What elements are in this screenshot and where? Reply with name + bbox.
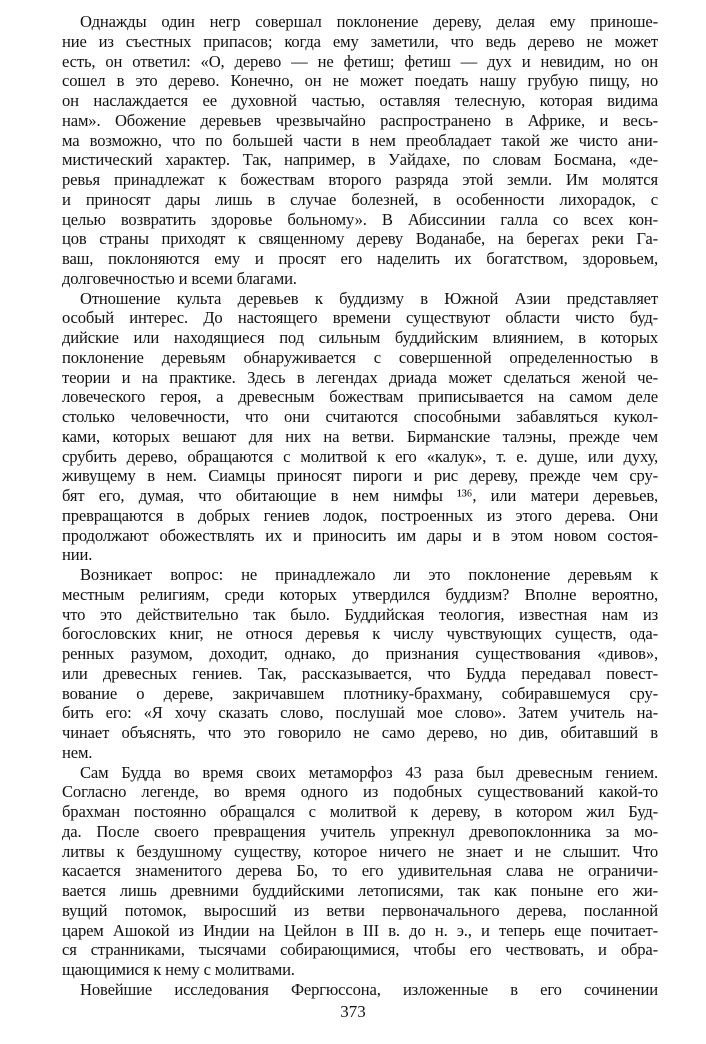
page-number: 373 [340, 1002, 366, 1021]
text-line: бить его: «Я хочу сказать слово, послушай мое слово». Затем учитель на- [62, 703, 658, 723]
text-line: столько человечности, что они считаются способными забавляться кукол- [62, 407, 658, 426]
text-line: ние из съестных припасов; когда ему заметили, что ведь дерево не может [62, 31, 658, 51]
text-line: литвы к бездушному существу, которое ничего не знает и не слышит. Что [62, 841, 658, 861]
text-line: целью возвратить здоровье больному». В Абиссинии галла со всех кон- [62, 209, 658, 229]
page-body [62, 12, 658, 1000]
text-line: сошел в это дерево. Конечно, он не может поедать нашу грубую пищу, но [62, 71, 658, 91]
text-line: Сам Будда во время своих метаморфоз 43 раза был древесным гением. [80, 762, 658, 782]
text-line: щающимися к нему с молитвами. [62, 960, 295, 979]
text-line: ловеческого героя, а древесным божествам приписывается на самом деле [62, 387, 658, 407]
text-line: вование о дереве, закричавшем плотнику-брахману, собиравшемуся сру- [62, 683, 658, 703]
text-line: живущему в нем. Сиамцы приносят пироги и рис дереву, прежде чем сру- [62, 466, 658, 486]
text-line: богословских книг, не относя деревья к числу чувствующих существ, ода- [62, 624, 658, 644]
text-line: дийские или находящиеся под сильным буддийским влиянием, в которых [62, 328, 658, 347]
text-line: теории и на практике. Здесь в легендах дриада может сделаться женой че- [62, 367, 658, 387]
text-line: вается лишь древними буддийскими летописями, так как поныне его жи- [62, 881, 658, 900]
text-line: ваш, поклоняются ему и просят его наделить их богатством, здоровьем, [62, 249, 658, 268]
text-line: превращаются в добрых гениев лодок, построенных из этого дерева. Они [62, 505, 658, 525]
text-line: Согласно легенде, во время одного из подобных существований какой-то [62, 782, 658, 802]
text-line: что это действительно так было. Буддийская теология, известная нам из [62, 604, 658, 624]
text-line: нем. [62, 742, 93, 762]
text-line: бят его, думая, что обитающие в нем нимфы ¹³⁶, или матери деревьев, [62, 486, 658, 505]
text-line: или древесных гениев. Так, рассказывается, что Будда передавал повест- [62, 663, 658, 683]
text-line: царем Ашокой из Индии на Цейлон в III в. до н. э., и теперь еще почитает- [62, 920, 658, 940]
text-line: продолжают обожествлять их и приносить им дары и в этом новом состоя- [62, 525, 658, 545]
text-line: долговечностью и всеми благами. [62, 268, 297, 288]
text-line: чинает объяснять, что это говорило не само дерево, но див, обитавший в [62, 723, 658, 742]
text-line: да. После своего превращения учитель упрекнул древопоклонника за мо- [62, 821, 658, 841]
paragraph [62, 565, 658, 763]
text-line: Новейшие исследования Фергюссона, изложенные в его сочинении [80, 979, 658, 999]
text-line: мистический характер. Так, например, в Уайдахе, по словам Босмана, «де- [62, 150, 658, 170]
text-line: ренных разумом, доходит, однако, до признания существования «дивов», [62, 644, 658, 663]
text-line: он наслаждается ее духовной частью, оставляя телесную, которая видима [62, 91, 658, 110]
text-line: Однажды один негр совершал поклонение дереву, делая ему приноше- [80, 12, 658, 31]
text-line: брахман постоянно обращался с молитвой к дереву, в котором жил Буд- [62, 802, 658, 821]
text-line: цов страны приходят к священному дереву Воданабе, на берегах реки Га- [62, 229, 658, 249]
text-line: местным религиям, среди которых утвердился буддизм? Вполне вероятно, [62, 584, 658, 604]
paragraph [62, 763, 658, 980]
text-line: нии. [62, 545, 93, 565]
paragraph [62, 12, 658, 289]
text-line: поклонение деревьям обнаруживается с совершенной определенностью в [62, 347, 658, 367]
text-line: ся странниками, тысячами собирающимися, чтобы его чествовать, и обра- [62, 940, 658, 960]
text-line: касается знаменитого дерева Бо, то его удивительная слава не ограничи- [62, 861, 658, 881]
text-line: Отношение культа деревьев к буддизму в Южной Азии представляет [80, 288, 658, 308]
paragraph [62, 980, 658, 1000]
text-line: ма возможно, что по большей части в нем преобладает такой же чисто ани- [62, 130, 658, 150]
text-line: особый интерес. До настоящего времени существуют области чисто буд- [62, 308, 658, 328]
text-line: нам». Обожение деревьев чрезвычайно распространено в Африке, и весь- [62, 110, 658, 130]
text-line: ревья принадлежат к божествам второго разряда этой земли. Им молятся [62, 170, 658, 189]
text-line: ками, которых вешают для них на ветви. Бирманские талэны, прежде чем [62, 426, 658, 446]
text-line: срубить дерево, обращаются с молитвой к его «калук», т. е. душе, или духу, [62, 446, 658, 466]
text-line: и приносят дары лишь в случае болезней, в особенности лихорадок, с [62, 189, 658, 209]
text-line: вущий потомок, выросший из ветви первоначального дерева, посланной [62, 900, 658, 920]
paragraph [62, 289, 658, 566]
text-line: есть, он ответил: «О, дерево — не фетиш; фетиш — дух и невидим, но он [62, 51, 658, 71]
text-line: Возникает вопрос: не принадлежало ли это поклонение деревьям к [80, 565, 658, 584]
